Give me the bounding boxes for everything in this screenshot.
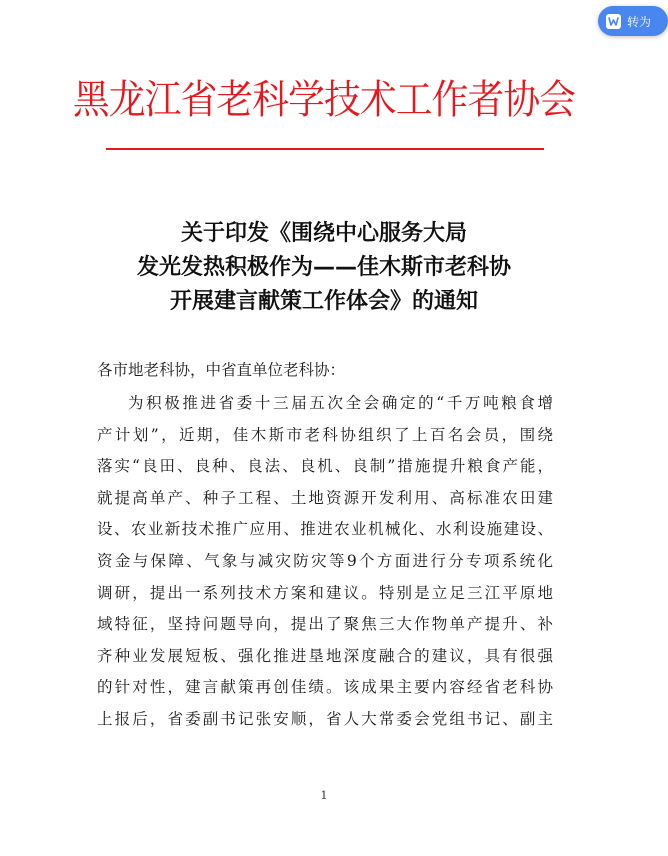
document-title (0, 217, 648, 319)
body-line: 就提高单产、种子工程、土地资源开发利用、高标准农田建 (97, 488, 553, 507)
convert-to-word-button[interactable] (598, 6, 668, 36)
salutation: 各市地老科协，中省直单位老科协： (97, 361, 346, 379)
document-title-line: 关于印发《围绕中心服务大局 (180, 221, 467, 246)
word-icon (606, 14, 621, 29)
body-line: 设、农业新技术推广应用、推进农业机械化、水利设施建设、 (97, 520, 553, 539)
page-number: 1 (320, 789, 328, 802)
document-title-line: 发光发热积极作为——佳木斯市老科协 (136, 255, 511, 280)
body-line: 上报后，省委副书记张安顺，省人大常委会党组书记、副主 (97, 709, 553, 728)
body-line: 的针对性，建言献策再创佳绩。该成果主要内容经省老科协 (97, 678, 553, 697)
body-line: 调研，提出一系列技术方案和建议。特别是立足三江平原地 (97, 583, 553, 602)
document-body (97, 388, 553, 736)
convert-button-label: 转为 (627, 14, 652, 29)
header-red-rule (106, 148, 544, 150)
body-line: 资金与保障、气象与减灾防灾等9个方面进行分专项系统化 (97, 551, 553, 570)
body-line: 齐种业发展短板、强化推进垦地深度融合的建议，具有很强 (97, 646, 553, 665)
org-header-title: 黑龙江省老科学技术工作者协会 (72, 77, 576, 123)
body-line: 域特征，坚持问题导向，提出了聚焦三大作物单产提升、补 (97, 615, 553, 634)
body-line: 产计划”，近期，佳木斯市老科协组织了上百名会员，围绕 (97, 425, 553, 444)
body-line: 落实“良田、良种、良法、良机、良制”措施提升粮食产能， (97, 457, 553, 476)
document-title-line: 开展建言献策工作体会》的通知 (169, 289, 478, 314)
body-line: 为积极推进省委十三届五次全会确定的“千万吨粮食增 (128, 394, 553, 412)
